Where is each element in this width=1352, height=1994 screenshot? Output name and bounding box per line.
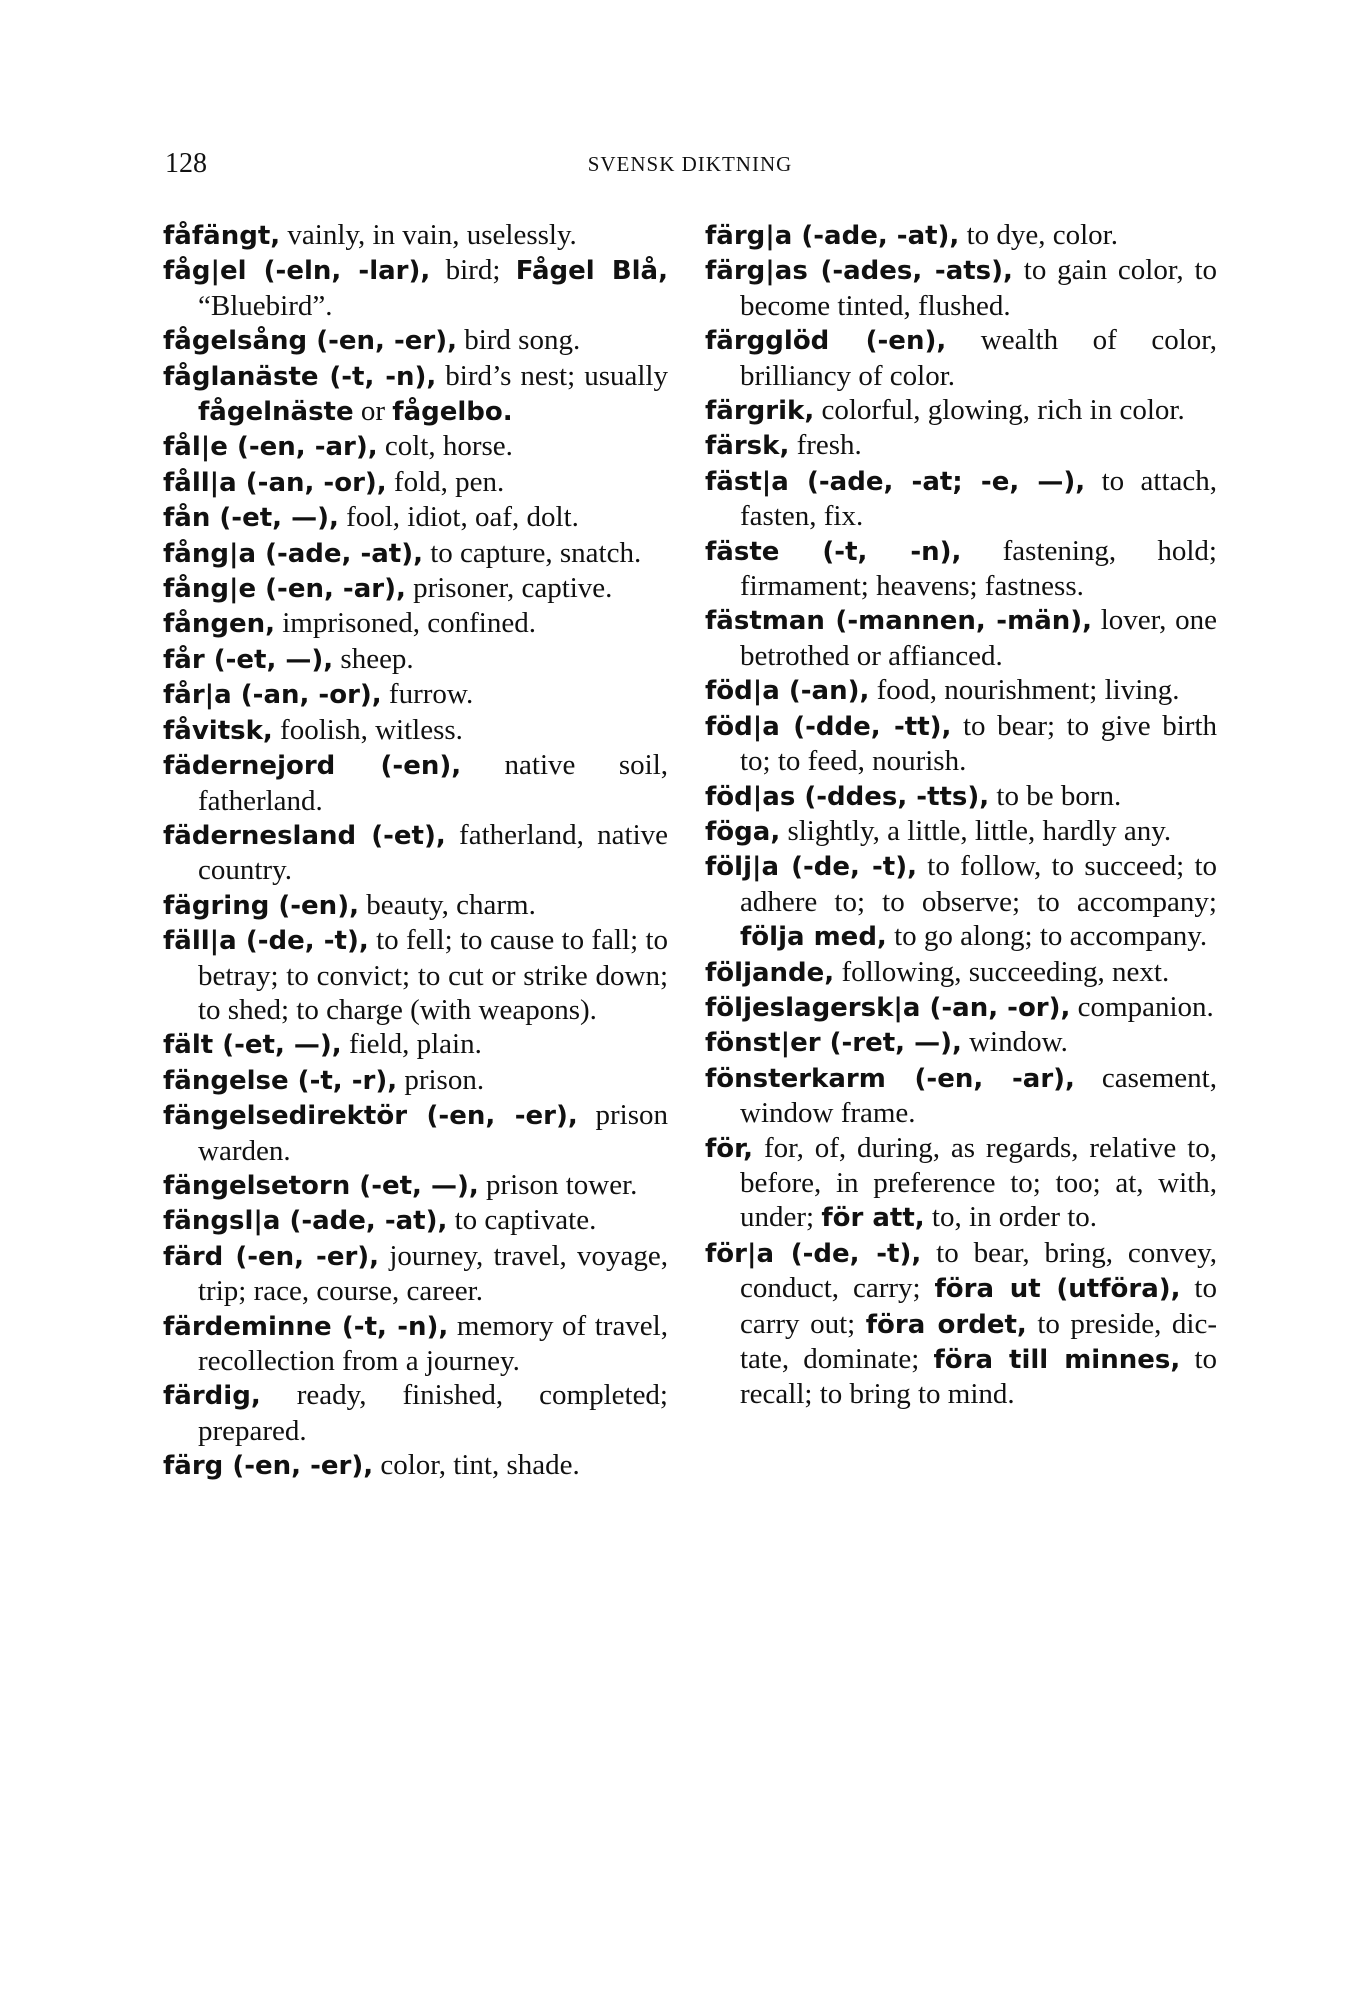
entry-headword: får (-et, —),	[163, 644, 334, 675]
dictionary-entry	[705, 1025, 1217, 1060]
entry-headword: föra ordet,	[865, 1309, 1027, 1340]
entry-definition: lover, one betrothed or affianced.	[740, 604, 1218, 672]
entry-headword: fåfängt,	[163, 221, 281, 251]
entry-headword: fädernesland (-et),	[163, 820, 446, 851]
dictionary-entry	[163, 429, 668, 464]
entry-headword: fåg|el (-eln, -lar),	[163, 256, 431, 287]
entry-headword: fängelsedirektör (-en, -er),	[163, 1101, 578, 1132]
entry-headword: föra till minnes,	[933, 1345, 1181, 1375]
entry-headword: fängsl|a (-ade, -at),	[163, 1206, 448, 1237]
entry-definition: field, plain.	[341, 1028, 482, 1061]
entry-definition: bird’s nest; usually	[436, 359, 668, 392]
entry-definition: journey, travel, voyage, trip; race, course, career.	[198, 1239, 668, 1308]
dictionary-entry	[163, 748, 668, 818]
entry-definition: imprisoned, confined.	[275, 607, 536, 640]
entry-headword: fönsterkarm (-en, -ar),	[705, 1063, 1075, 1094]
dictionary-entry	[163, 1063, 668, 1098]
dictionary-entry	[705, 814, 1217, 849]
entry-definition: furrow.	[381, 678, 474, 711]
entry-definition: to carry out;	[740, 1272, 1217, 1340]
entry-headword: fåvitsk,	[163, 715, 273, 746]
dictionary-entry	[163, 536, 668, 571]
entry-definition: to gain color, to become tinted, flushed.	[740, 254, 1218, 322]
dictionary-entry	[163, 1448, 668, 1483]
dictionary-entry	[163, 642, 668, 677]
entry-headword: fågelsång (-en, -er),	[163, 326, 457, 357]
entry-headword: fängelse (-t, -r),	[163, 1065, 398, 1096]
entry-definition: slightly, a little, little, hardly any.	[780, 814, 1172, 847]
entry-definition: prison.	[397, 1063, 485, 1096]
entry-definition: to capture, snatch.	[423, 536, 642, 569]
entry-headword: Fågel Blå,	[515, 256, 668, 287]
entry-headword: fågelbo.	[392, 397, 513, 428]
dictionary-entry	[163, 1203, 668, 1238]
dictionary-entry	[163, 1239, 668, 1309]
entry-headword: följa med,	[740, 922, 887, 953]
entry-definition: beauty, charm.	[358, 888, 536, 921]
entry-headword: färdeminne (-t, -n),	[163, 1311, 449, 1342]
entry-definition: color, tint, shade.	[373, 1449, 580, 1482]
entry-definition: to, in order to.	[924, 1201, 1098, 1234]
dictionary-entry	[163, 359, 668, 430]
dictionary-entry	[705, 1236, 1217, 1412]
dictionary-entry	[163, 923, 668, 1027]
entry-headword: fäste (-t, -n),	[705, 536, 962, 567]
dictionary-entry	[705, 534, 1217, 604]
dictionary-entry	[163, 500, 668, 535]
dictionary-entry	[705, 393, 1217, 428]
entry-headword: fästman (-mannen, -män),	[705, 606, 1093, 637]
entry-headword: föd|a (-an),	[705, 676, 870, 707]
entry-headword: färg (-en, -er),	[163, 1451, 374, 1482]
dictionary-entry	[705, 428, 1217, 463]
entry-definition: to fell; to cause to fall; to betray; to convict; to cut or strike down; to shed; to charge (with weapons).	[198, 924, 669, 1026]
entry-definition: companion.	[1070, 990, 1214, 1023]
entry-definition: to bear; to give birth to; to feed, nourish.	[740, 709, 1217, 778]
entry-definition: to be born.	[989, 779, 1122, 812]
entry-definition: fastening, hold; firmament; heavens; fastness.	[740, 534, 1217, 603]
entry-definition: to follow, to succeed; to adhere to; to observe; to accompany;	[740, 850, 1217, 918]
entry-headword: färg|as (-ades, -ats),	[705, 256, 1013, 287]
entry-headword: följ|a (-de, -t),	[705, 852, 917, 883]
dictionary-entry	[163, 1309, 668, 1379]
entry-definition: foolish, witless.	[272, 713, 463, 746]
entry-headword: fågelnäste	[198, 397, 354, 428]
entry-definition: to go along; to accompany.	[886, 920, 1208, 953]
dictionary-entry	[705, 464, 1217, 534]
dictionary-entry	[163, 465, 668, 500]
dictionary-entry	[705, 603, 1217, 673]
dictionary-entry	[705, 673, 1217, 708]
entry-definition: fatherland, native country.	[198, 818, 668, 887]
entry-definition: prison warden.	[198, 1099, 669, 1167]
dictionary-entry	[705, 955, 1217, 990]
entry-headword: fång|e (-en, -ar),	[163, 574, 406, 605]
entry-definition: casement, window frame.	[740, 1061, 1217, 1130]
entry-headword: föra ut (utföra),	[934, 1274, 1181, 1305]
entry-definition: for, of, during, as regards, relative to, before, in preference to; too; at, with, under;	[740, 1131, 1217, 1234]
dictionary-entry	[163, 218, 668, 253]
entry-definition: wealth of color, brilliancy of color.	[740, 324, 1217, 392]
entry-headword: föd|as (-ddes, -tts),	[705, 781, 990, 812]
dictionary-entry	[163, 606, 668, 641]
entry-definition: ready, finished, completed; prepared.	[198, 1379, 668, 1447]
page-number: 128	[165, 148, 207, 179]
dictionary-entry	[705, 218, 1217, 253]
running-title: SVENSK DIKTNING	[587, 152, 793, 176]
dictionary-entry	[163, 253, 668, 323]
entry-headword: fäll|a (-de, -t),	[163, 926, 369, 957]
entry-headword: fången,	[163, 609, 275, 640]
dictionary-entry	[705, 323, 1217, 393]
entry-definition: or	[353, 395, 393, 428]
entry-definition: to bear, bring, convey, conduct, carry;	[740, 1236, 1217, 1305]
dictionary-entry	[163, 1098, 668, 1168]
dictionary-entry	[163, 1027, 668, 1062]
dictionary-entry	[705, 849, 1217, 954]
entry-definition: native soil, fatherland.	[198, 749, 669, 817]
entry-headword: fång|a (-ade, -at),	[163, 538, 423, 569]
entry-headword: fängelsetorn (-et, —),	[163, 1170, 479, 1201]
entry-definition: bird song.	[456, 324, 581, 357]
entry-headword: färg|a (-ade, -at),	[705, 221, 960, 251]
entry-headword: färgrik,	[705, 396, 815, 427]
page-header	[165, 148, 1215, 184]
dictionary-entry	[163, 677, 668, 712]
entry-definition: memory of travel, recollection from a journey.	[198, 1309, 668, 1377]
entry-headword: fåll|a (-an, -or),	[163, 467, 387, 498]
entry-definition: window.	[961, 1026, 1068, 1059]
entry-headword: för att,	[821, 1203, 925, 1234]
entry-definition: bird;	[430, 254, 516, 287]
dictionary-entry	[163, 818, 668, 888]
entry-headword: för|a (-de, -t),	[705, 1238, 922, 1269]
entry-definition: fool, idiot, oaf, dolt.	[338, 501, 579, 534]
entry-definition: following, succeeding, next.	[834, 955, 1170, 988]
entry-definition: fresh.	[789, 429, 862, 462]
dictionary-entry	[705, 1131, 1217, 1236]
dictionary-entry	[705, 709, 1217, 779]
entry-headword: färsk,	[705, 431, 790, 462]
entry-definition: fold, pen.	[386, 465, 505, 498]
dictionary-entry	[705, 779, 1217, 814]
entry-definition: food, nourishment; living.	[869, 674, 1180, 707]
entry-definition: “Bluebird”.	[198, 289, 333, 322]
entry-headword: fåglanäste (-t, -n),	[163, 361, 437, 392]
dictionary-entry	[163, 713, 668, 748]
entry-definition: to recall; to bring to mind.	[740, 1343, 1217, 1411]
entry-definition: vainly, in vain, uselessly.	[280, 219, 577, 251]
entry-headword: föd|a (-dde, -tt),	[705, 711, 952, 742]
entry-headword: fält (-et, —),	[163, 1030, 342, 1061]
entry-headword: fönst|er (-ret, —),	[705, 1028, 962, 1059]
dictionary-entry	[163, 888, 668, 923]
entry-headword: fån (-et, —),	[163, 503, 339, 534]
dictionary-entry	[705, 253, 1217, 323]
entry-definition: sheep.	[333, 642, 414, 675]
dictionary-entry	[705, 990, 1217, 1025]
entry-headword: färd (-en, -er),	[163, 1241, 380, 1272]
entry-headword: fål|e (-en, -ar),	[163, 432, 378, 463]
entry-headword: färdig,	[163, 1381, 261, 1412]
entry-definition: to captivate.	[447, 1204, 597, 1237]
entry-definition: to dye, color.	[959, 219, 1118, 251]
entry-definition: to preside, dictate, dominate;	[740, 1307, 1217, 1375]
entry-headword: får|a (-an, -or),	[163, 680, 382, 711]
entry-definition: colorful, glowing, rich in color.	[814, 394, 1185, 427]
entry-headword: för,	[705, 1133, 754, 1164]
dictionary-entry	[163, 323, 668, 358]
entry-definition: to attach, fasten, fix.	[740, 464, 1217, 533]
dictionary-entry	[705, 1061, 1217, 1131]
entry-definition: prison tower.	[478, 1168, 638, 1201]
entry-definition: prisoner, captive.	[405, 572, 613, 605]
entry-definition: colt, horse.	[377, 430, 513, 463]
entry-headword: fädernejord (-en),	[163, 751, 462, 782]
entry-headword: föga,	[705, 816, 781, 847]
entry-headword: färgglöd (-en),	[705, 326, 947, 357]
dictionary-entry	[163, 571, 668, 606]
right-column	[705, 218, 1217, 1412]
entry-headword: följeslagersk|a (-an, -or),	[705, 992, 1071, 1023]
entry-headword: följande,	[705, 957, 835, 988]
dictionary-entry	[163, 1168, 668, 1203]
left-column	[163, 218, 668, 1484]
dictionary-entry	[163, 1378, 668, 1448]
entry-headword: fäst|a (-ade, -at; -e, —),	[705, 466, 1086, 497]
entry-headword: fägring (-en),	[163, 890, 359, 921]
